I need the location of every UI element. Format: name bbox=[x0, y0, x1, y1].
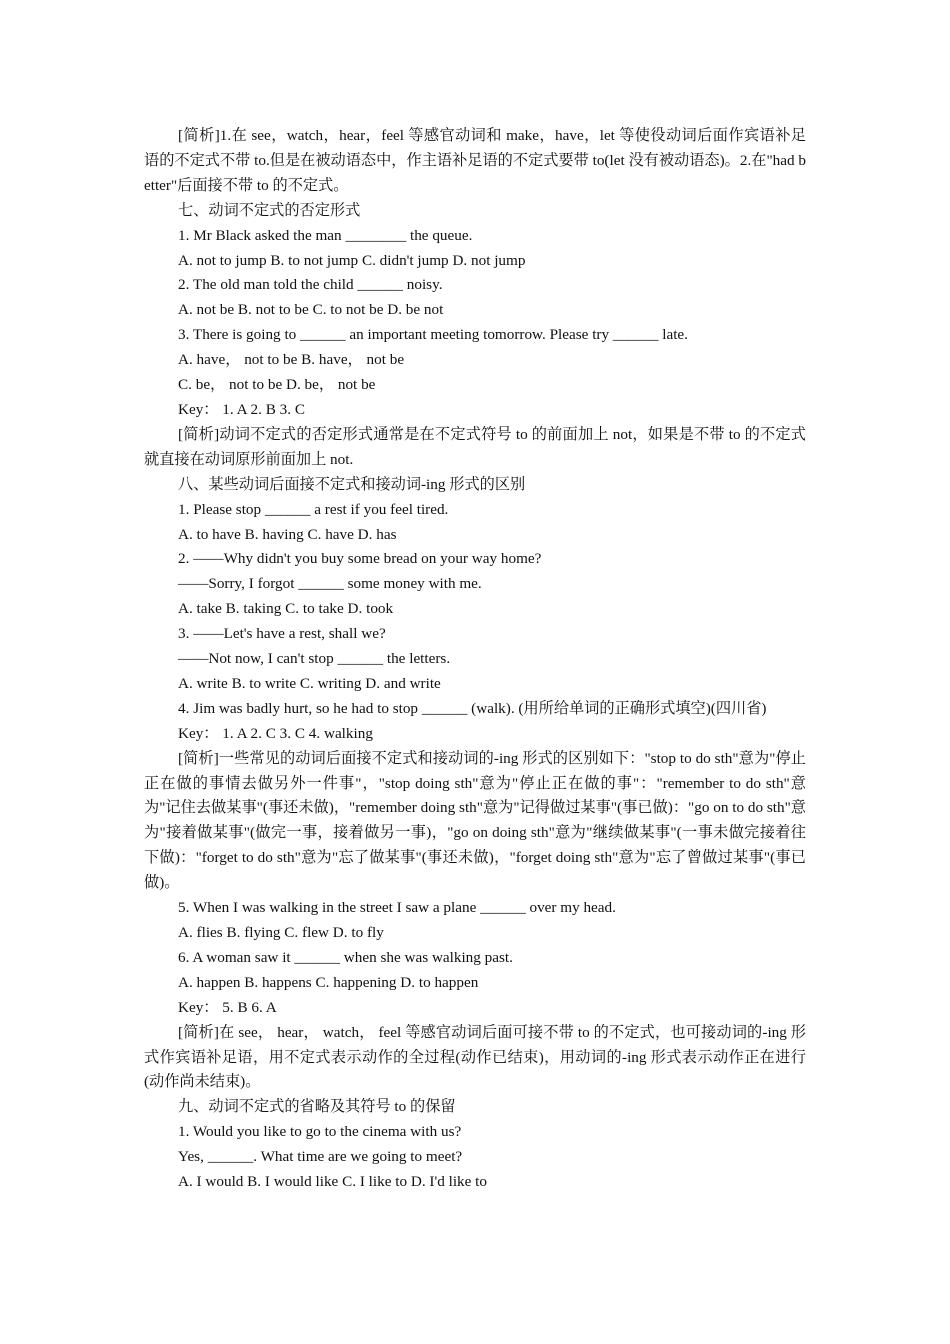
section-heading-9: 九、动词不定式的省略及其符号 to 的保留 bbox=[178, 1098, 456, 1116]
question-8-5: 5. When I was walking in the street I saw a plane ______ over my head. bbox=[178, 899, 616, 917]
section-heading-7: 七、动词不定式的否定形式 bbox=[178, 201, 361, 219]
question-7-2: 2. The old man told the child ______ noisy. bbox=[178, 276, 443, 294]
question-8-3-a: 3. ——Let's have a rest, shall we? bbox=[178, 625, 386, 643]
options-9-1: A. I would B. I would like C. I like to D. I'd like to bbox=[178, 1173, 487, 1191]
question-9-1-a: 1. Would you like to go to the cinema with us? bbox=[178, 1123, 462, 1141]
options-7-3-a: A. have， not to be B. have， not be bbox=[178, 351, 405, 369]
options-7-1: A. not to jump B. to not jump C. didn't jump D. not jump bbox=[178, 251, 526, 269]
section-heading-8: 八、某些动词后面接不定式和接动词-ing 形式的区别 bbox=[178, 475, 526, 493]
document-body bbox=[144, 124, 806, 1195]
answer-key-8b: Key： 5. B 6. A bbox=[178, 998, 277, 1016]
options-8-6: A. happen B. happens C. happening D. to happen bbox=[178, 973, 479, 991]
options-8-5: A. flies B. flying C. flew D. to fly bbox=[178, 924, 384, 941]
options-8-3: A. write B. to write C. writing D. and write bbox=[178, 674, 441, 692]
options-8-2: A. take B. taking C. to take D. took bbox=[178, 600, 394, 618]
analysis-note-8b: [简析]在 see， hear， watch， feel 等感官动词后面可接不带 to 的不定式，也可接动词的-ing 形式作宾语补足语，用不定式表示动作的全过程(动作已结束)，用动词的-ing 形式表示动作正在进行(动作尚未结束)。 bbox=[144, 1023, 806, 1091]
question-8-6: 6. A woman saw it ______ when she was walking past. bbox=[178, 948, 513, 966]
question-9-1-b: Yes, ______. What time are we going to meet? bbox=[178, 1148, 463, 1166]
question-8-3-b: ——Not now, I can't stop ______ the letters. bbox=[178, 650, 451, 668]
question-8-4: 4. Jim was badly hurt, so he had to stop ______ (walk). (用所给单词的正确形式填空)(四川省) bbox=[178, 699, 767, 717]
analysis-note-1: [简析]1.在 see，watch，hear，feel 等感官动词和 make，have，let 等使役动词后面作宾语补足语的不定式不带 to.但是在被动语态中，作主语补足语的不定式要带 to(let 没有被动语态)。2.在"had better"后面接不带 to 的不定式。 bbox=[144, 127, 806, 194]
question-7-3: 3. There is going to ______ an important meeting tomorrow. Please try ______ late. bbox=[178, 326, 688, 344]
answer-key-8a: Key： 1. A 2. C 3. C 4. walking bbox=[178, 724, 373, 742]
analysis-note-7: [简析]动词不定式的否定形式通常是在不定式符号 to 的前面加上 not，如果是不带 to 的不定式就直接在动词原形前面加上 not. bbox=[144, 425, 806, 468]
options-7-3-b: C. be， not to be D. be， not be bbox=[178, 376, 376, 394]
question-8-2-a: 2. ——Why didn't you buy some bread on your way home? bbox=[178, 550, 542, 568]
analysis-note-8a: [简析]一些常见的动词后面接不定式和接动词的-ing 形式的区别如下："stop to do sth"意为"停止正在做的事情去做另外一件事"，"stop doing sth"意为"停止正在做的事"："remember to do sth"意为"记住去做某事"(事还未做)，"remember doing sth"意为"记得做过某事"(事已做)："go on to do sth"意为"接着做某事"(做完一事，接着做另一事)，"go on doing sth"意为"继续做某事"(一事未做完接着往下做)："forget to do sth"意为"忘了做某事"(事还未做)，"forget doing sth"意为"忘了曾做过某事"(事已做)。 bbox=[144, 749, 806, 892]
question-8-2-b: ——Sorry, I forgot ______ some money with me. bbox=[178, 575, 482, 593]
answer-key-7: Key： 1. A 2. B 3. C bbox=[178, 400, 305, 418]
question-8-1: 1. Please stop ______ a rest if you feel tired. bbox=[178, 500, 449, 518]
options-8-1: A. to have B. having C. have D. has bbox=[178, 525, 397, 543]
question-7-1: 1. Mr Black asked the man ________ the queue. bbox=[178, 226, 473, 244]
options-7-2: A. not be B. not to be C. to not be D. be not bbox=[178, 301, 444, 319]
